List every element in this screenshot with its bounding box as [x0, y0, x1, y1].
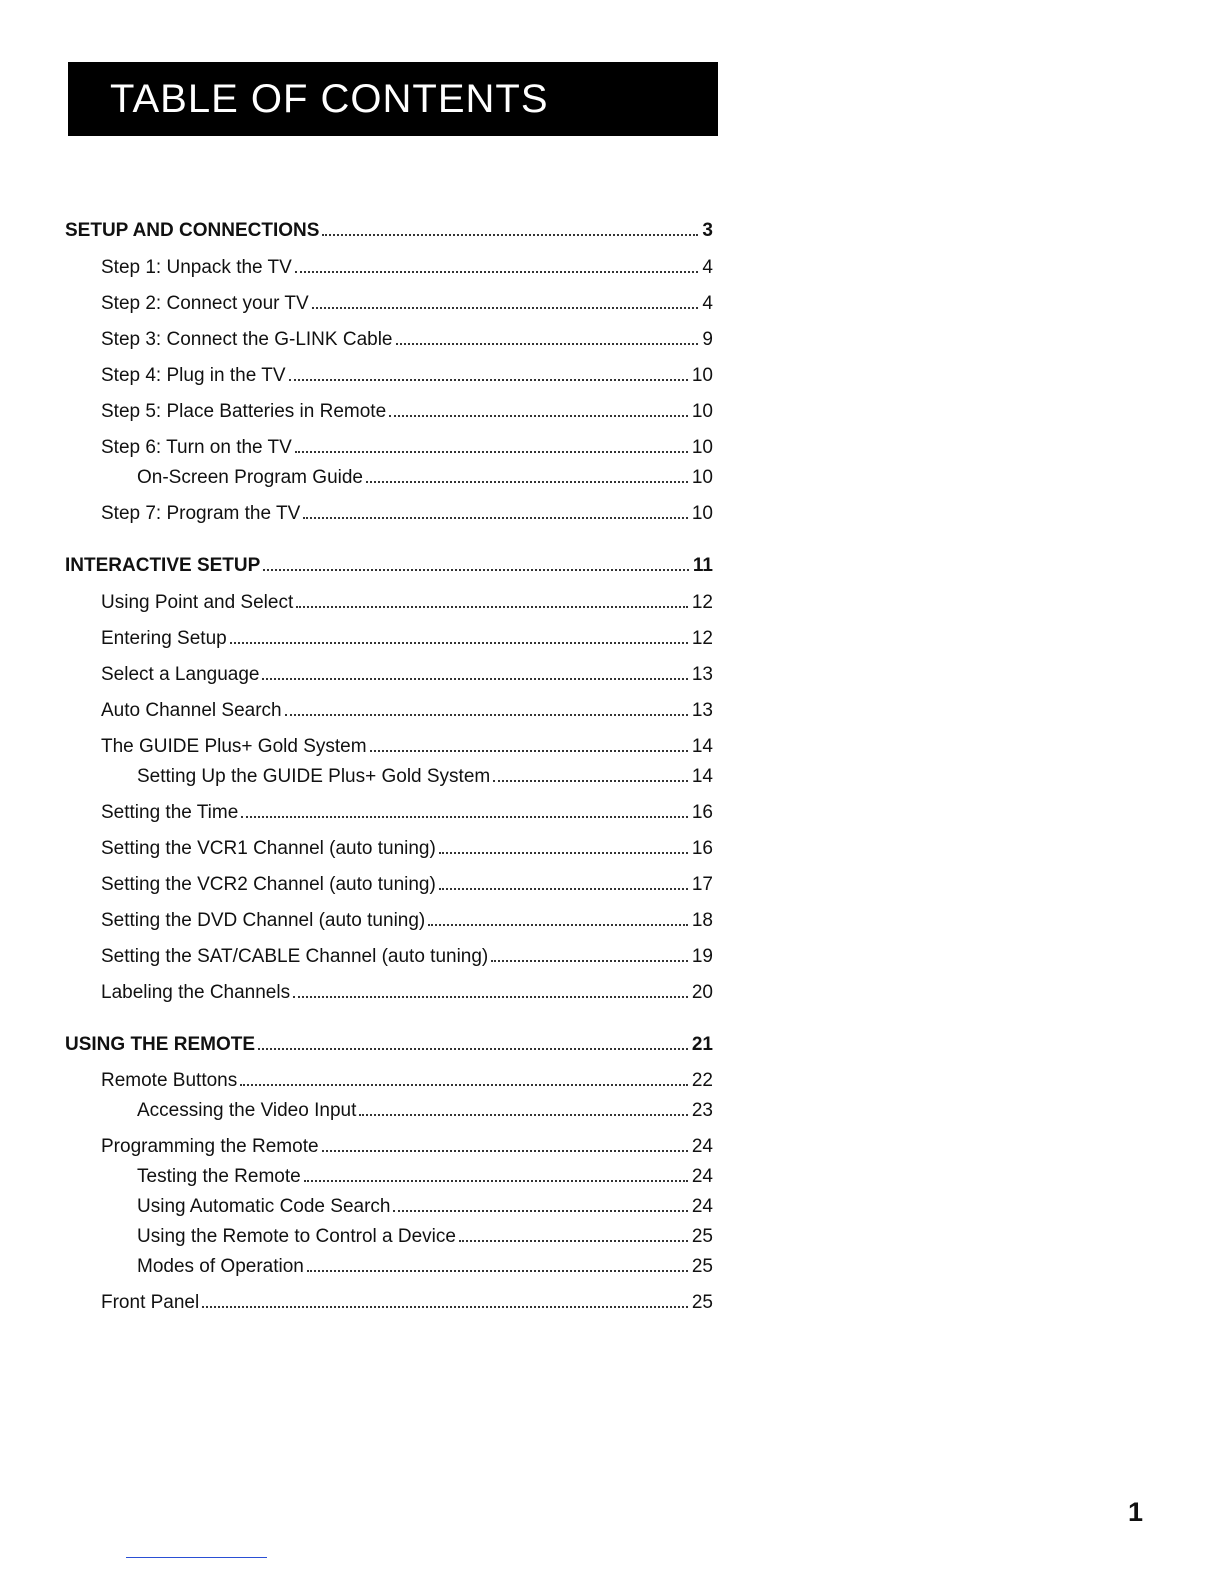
- toc-entry[interactable]: [65, 489, 713, 524]
- dot-leader: [459, 1212, 688, 1242]
- toc-page-number: 4: [702, 293, 713, 314]
- dot-leader: [304, 1152, 688, 1182]
- dot-leader: [258, 1020, 688, 1050]
- dot-leader: [366, 453, 688, 483]
- dot-leader: [307, 1242, 688, 1272]
- dot-leader: [389, 387, 688, 417]
- toc-entry[interactable]: [65, 279, 713, 314]
- toc-entry-label: Using the Remote to Control a Device: [137, 1226, 456, 1247]
- dot-leader: [393, 1182, 687, 1212]
- toc-entry[interactable]: [65, 788, 713, 823]
- toc-page-number: 25: [691, 1226, 713, 1247]
- toc-entry[interactable]: [65, 860, 713, 895]
- toc-page-number: 14: [691, 736, 713, 757]
- toc-section-label: USING THE REMOTE: [65, 1034, 256, 1055]
- toc-entry-label: Step 5: Place Batteries in Remote: [101, 401, 387, 422]
- toc-page-number: 19: [691, 946, 713, 967]
- toc-entry-label: Step 3: Connect the G-LINK Cable: [101, 329, 393, 350]
- toc-page-number: 16: [691, 838, 713, 859]
- toc-page-number: 10: [691, 467, 713, 488]
- footer-rule: [126, 1557, 267, 1558]
- toc-entry-label: Accessing the Video Input: [137, 1100, 357, 1121]
- toc-section-using-the-remote[interactable]: [65, 1020, 713, 1055]
- dot-leader: [202, 1278, 688, 1308]
- toc-page-number: 24: [691, 1166, 713, 1187]
- toc-page-number: 25: [691, 1292, 713, 1313]
- toc-entry-label: Remote Buttons: [101, 1070, 238, 1091]
- toc-page-number: 13: [691, 664, 713, 685]
- toc-entry[interactable]: [65, 351, 713, 386]
- toc-entry-label: The GUIDE Plus+ Gold System: [101, 736, 367, 757]
- toc-entry-label: Setting the Time: [101, 802, 239, 823]
- toc-page-number: 18: [691, 910, 713, 931]
- dot-leader: [439, 824, 688, 854]
- toc-entry-label: Labeling the Channels: [101, 982, 291, 1003]
- toc-page-number: 25: [691, 1256, 713, 1277]
- toc-page-number: 24: [691, 1196, 713, 1217]
- toc-page-number: 14: [691, 766, 713, 787]
- dot-leader: [230, 614, 688, 644]
- toc-page-number: 20: [691, 982, 713, 1003]
- dot-leader: [295, 423, 688, 453]
- dot-leader: [289, 351, 688, 381]
- page-title: TABLE OF CONTENTS: [110, 76, 549, 121]
- dot-leader: [359, 1086, 688, 1116]
- toc-page-number: 4: [702, 257, 713, 278]
- toc-page-number: 3: [702, 220, 713, 241]
- title-banner: [68, 62, 718, 136]
- dot-leader: [322, 206, 698, 236]
- dot-leader: [295, 243, 699, 273]
- dot-leader: [322, 1122, 688, 1152]
- toc-entry-label: Programming the Remote: [101, 1136, 319, 1157]
- toc-page-number: 12: [691, 628, 713, 649]
- toc-page-number: 10: [691, 503, 713, 524]
- toc-entry-label: On-Screen Program Guide: [137, 467, 363, 488]
- toc-entry-label: Modes of Operation: [137, 1256, 304, 1277]
- toc-entry[interactable]: [65, 243, 713, 278]
- toc-page-number: 21: [691, 1034, 713, 1055]
- dot-leader: [240, 1056, 688, 1086]
- dot-leader: [262, 650, 687, 680]
- dot-leader: [370, 722, 688, 752]
- toc-subentry[interactable]: [65, 1086, 713, 1121]
- toc-entry[interactable]: [65, 896, 713, 931]
- toc-entry[interactable]: [65, 1278, 713, 1313]
- toc-entry-label: Front Panel: [101, 1292, 200, 1313]
- toc-entry-label: Setting the SAT/CABLE Channel (auto tuning): [101, 946, 489, 967]
- toc-page-number: 24: [691, 1136, 713, 1157]
- toc-entry[interactable]: [65, 968, 713, 1003]
- toc-entry-label: Setting the VCR1 Channel (auto tuning): [101, 838, 436, 859]
- toc-page-number: 13: [691, 700, 713, 721]
- dot-leader: [293, 968, 688, 998]
- dot-leader: [428, 896, 688, 926]
- toc-page-number: 12: [691, 592, 713, 613]
- toc-entry-label: Setting Up the GUIDE Plus+ Gold System: [137, 766, 491, 787]
- toc-entry-label: Step 6: Turn on the TV: [101, 437, 292, 458]
- toc-page-number: 10: [691, 365, 713, 386]
- toc-subentry[interactable]: [65, 1182, 713, 1217]
- toc-subentry[interactable]: [65, 453, 713, 488]
- toc-entry[interactable]: [65, 686, 713, 721]
- dot-leader: [303, 489, 688, 519]
- dot-leader: [312, 279, 699, 309]
- toc-entry-label: Using Automatic Code Search: [137, 1196, 391, 1217]
- toc-subentry[interactable]: [65, 1212, 713, 1247]
- toc-entry[interactable]: [65, 423, 713, 458]
- toc-entry-label: Setting the VCR2 Channel (auto tuning): [101, 874, 436, 895]
- dot-leader: [439, 860, 688, 890]
- toc-entry[interactable]: [65, 387, 713, 422]
- toc-page-number: 10: [691, 437, 713, 458]
- dot-leader: [493, 752, 688, 782]
- dot-leader: [285, 686, 688, 716]
- toc-section-interactive-setup[interactable]: [65, 541, 713, 576]
- toc-entry[interactable]: [65, 614, 713, 649]
- toc-page-number: 22: [691, 1070, 713, 1091]
- toc-entry-label: Using Point and Select: [101, 592, 294, 613]
- toc-entry[interactable]: [65, 1056, 713, 1091]
- toc-page-number: 9: [702, 329, 713, 350]
- toc-subentry[interactable]: [65, 1242, 713, 1277]
- toc-section-label: SETUP AND CONNECTIONS: [65, 220, 320, 241]
- dot-leader: [241, 788, 688, 818]
- toc-subentry[interactable]: [65, 752, 713, 787]
- toc-entry-label: Step 7: Program the TV: [101, 503, 301, 524]
- toc-entry-label: Testing the Remote: [137, 1166, 301, 1187]
- page-number: 1: [1128, 1497, 1144, 1527]
- toc-entry-label: Entering Setup: [101, 628, 227, 649]
- toc-entry[interactable]: [65, 932, 713, 967]
- toc-entry[interactable]: [65, 650, 713, 685]
- dot-leader: [396, 315, 699, 345]
- toc-entry[interactable]: [65, 315, 713, 350]
- dot-leader: [296, 578, 688, 608]
- toc-entry-label: Step 4: Plug in the TV: [101, 365, 286, 386]
- toc-entry[interactable]: [65, 824, 713, 859]
- toc-section-label: INTERACTIVE SETUP: [65, 555, 261, 576]
- dot-leader: [263, 541, 689, 571]
- toc-entry-label: Select a Language: [101, 664, 260, 685]
- toc-entry-label: Step 1: Unpack the TV: [101, 257, 292, 278]
- dot-leader: [491, 932, 688, 962]
- toc-entry-label: Step 2: Connect your TV: [101, 293, 309, 314]
- toc-subentry[interactable]: [65, 1152, 713, 1187]
- toc-page-number: 17: [691, 874, 713, 895]
- toc-page-number: 10: [691, 401, 713, 422]
- toc-page-number: 16: [691, 802, 713, 823]
- toc-entry[interactable]: [65, 722, 713, 757]
- toc-page-number: 11: [692, 555, 713, 576]
- toc-section-setup-and-connections[interactable]: [65, 206, 713, 241]
- toc-entry[interactable]: [65, 578, 713, 613]
- toc-entry[interactable]: [65, 1122, 713, 1157]
- toc-entry-label: Setting the DVD Channel (auto tuning): [101, 910, 426, 931]
- toc-entry-label: Auto Channel Search: [101, 700, 282, 721]
- toc-page-number: 23: [691, 1100, 713, 1121]
